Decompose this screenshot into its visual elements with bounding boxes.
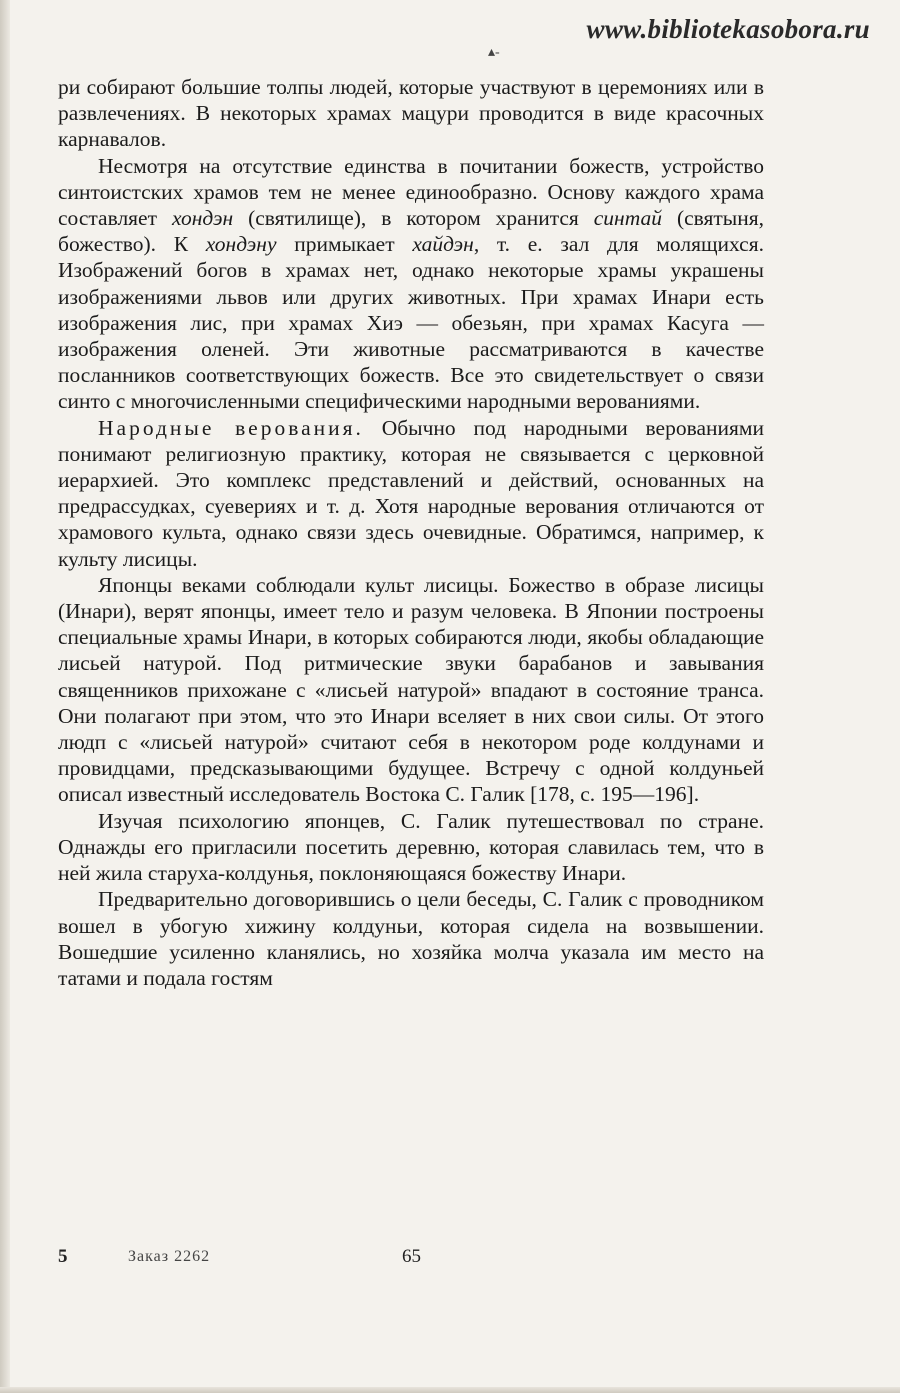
- paragraph-4: [58, 572, 764, 808]
- spaced-heading: Народные верования.: [98, 415, 364, 440]
- body-text: [58, 74, 764, 991]
- site-watermark: www.bibliotekasobora.ru: [586, 14, 870, 44]
- paragraph-3: [58, 415, 764, 572]
- page-bottom-edge: [0, 1387, 900, 1393]
- text-run: (святыня, божество). К: [58, 206, 765, 257]
- paragraph-5: [58, 808, 764, 887]
- italic-term: хондэну: [205, 232, 277, 257]
- text-run: примыкает: [276, 232, 413, 257]
- page-binding-edge: [0, 0, 10, 1393]
- italic-term: хайдэн: [412, 232, 474, 257]
- text-run: Японцы веками соблюдали культ лисицы. Божество в образе лисицы (Инари), верят японцы, имеет тело и разум человека. В Японии построены специальные храмы Инари, в которых собираются люди, якобы обладающие лисьей натурой. Под ритмические звуки барабанов и завывания священников прихожане с «лисьей натурой» впадают в состояние транса. Они полагают при этом, что это Инари вселяет в них свои силы. От этого людп с «лисьей натурой» считают себя в некотором роде колдунами и провидцами, предсказывающими будущее. Встречу с одной колдуньей описал известный исследователь Востока С. Галик [178, с. 195—196].: [58, 572, 764, 807]
- top-print-mark: ▴-: [488, 45, 500, 60]
- paragraph-2: [58, 153, 764, 415]
- text-run: Предварительно договорившись о цели беседы, С. Галик с проводником вошел в убогую хижину колдуньи, которая сидела на возвышении. Вошедшие усиленно кланялись, но хозяйка молча указала им место на татами и подала гостям: [58, 887, 764, 990]
- paragraph-6: [58, 886, 764, 991]
- italic-term: хондэн: [171, 206, 234, 231]
- text-run: ри собирают большие толпы людей, которые участвуют в церемониях или в развлечениях. В некоторых храмах мацури проводится в виде красочных карнавалов.: [58, 75, 764, 152]
- text-run: Изучая психологию японцев, С. Галик путешествовал по стране. Однажды его пригласили посетить деревню, которая славилась тем, что в ней жила старуха-колдунья, поклоняющаяся божеству Инари.: [58, 808, 764, 886]
- italic-term: синтай: [593, 206, 662, 231]
- paragraph-1: [58, 74, 764, 153]
- page-number: 65: [402, 1246, 421, 1267]
- page-footer: [58, 1246, 764, 1272]
- text-run: , т. е. зал для молящихся. Изображений богов в храмах нет, однако некоторые храмы украшены изображениями львов или других животных. При храмах Инари есть изображения лис, при храмах Хиэ — обезьян, при храмах Касуга — изображения оленей. Эти животные рассматриваются в качестве посланников соответствующих божеств. Все это свидетельствует о связи синто с многочисленными специфическими народными верованиями.: [58, 232, 764, 414]
- text-run: Несмотря на отсутствие единства в почитании божеств, устройство синтоистских храмов тем не менее единообразно. Основу каждого храма составляет: [58, 153, 764, 231]
- print-order-number: Заказ 2262: [128, 1248, 211, 1265]
- signature-mark: 5: [58, 1246, 68, 1267]
- text-run: (святилище), в котором хранится: [233, 206, 594, 231]
- text-run: Обычно под народными верованиями понимают религиозную практику, которая не связывается с церковной иерархией. Это комплекс представлений и действий, основанных на предрассудках, суевериях и т. д. Хотя народные верования отличаются от храмового культа, однако связи здесь очевидные. Обратимся, например, к культу лисицы.: [58, 415, 764, 571]
